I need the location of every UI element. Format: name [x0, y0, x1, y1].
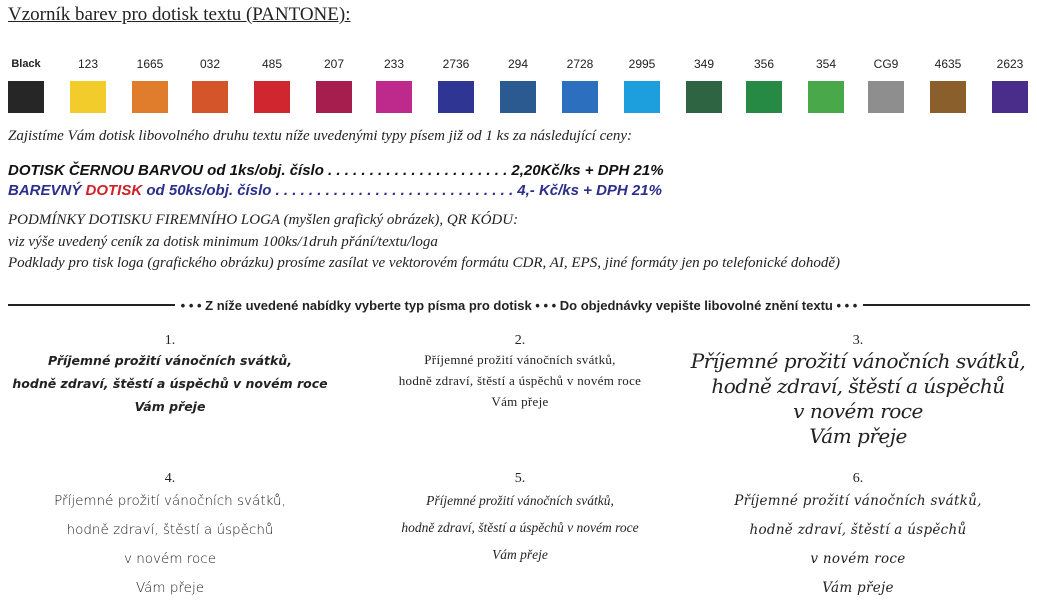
swatch-color-box [992, 81, 1028, 113]
swatch-2728 [562, 56, 598, 113]
swatch-code: Black [11, 58, 41, 70]
swatch-color-box [70, 81, 106, 113]
swatch-1665 [132, 56, 168, 113]
font-sample-number: 3. [852, 333, 864, 348]
swatch-code: 2623 [996, 57, 1024, 71]
section-divider [8, 296, 1030, 314]
font-sample-line: v novém roce [810, 551, 906, 567]
swatch-color-box [930, 81, 966, 113]
swatch-color-box [746, 81, 782, 113]
font-sample-line: Vám přeje [491, 394, 549, 409]
swatch-color-box [562, 81, 598, 113]
font-sample-number: 5. [514, 471, 526, 486]
font-sample-line: v novém roce [793, 399, 923, 423]
price-color-detail: od 50ks/obj. číslo . . . . . . . . . . . . . . . . . . . . . . . . . . . . . 4,- Kč/ks + DPH 21% [142, 182, 662, 199]
swatch-032 [192, 56, 228, 113]
swatch-code: CG9 [873, 57, 899, 71]
font-sample-line: hodně zdraví, štěstí a úspěchů v novém roce [401, 520, 639, 535]
swatch-code: 123 [77, 57, 99, 71]
font-sample-line: Vám přeje [135, 580, 205, 596]
swatch-code: 2736 [442, 57, 470, 71]
font-sample-line: Příjemné prožití vánočních svátků, [734, 493, 982, 509]
swatch-color-box [686, 81, 722, 113]
swatch-code: 4635 [934, 57, 962, 71]
swatch-cg9 [868, 56, 904, 113]
swatch-code: 1665 [136, 57, 164, 71]
font-sample-4 [0, 471, 340, 603]
font-sample-line: hodně zdraví, štěstí a úspěchů [749, 522, 967, 538]
font-sample-line: v novém roce [123, 551, 217, 567]
swatch-code: 032 [199, 57, 221, 71]
swatch-123 [70, 56, 106, 113]
swatch-color-box [192, 81, 228, 113]
swatch-color-box [132, 81, 168, 113]
swatch-color-box [8, 81, 44, 113]
font-sample-line: Příjemné prožití vánočních svátků, [690, 349, 1026, 373]
font-sample-2 [350, 333, 690, 412]
divider-line-right [863, 304, 1030, 306]
font-sample-line: Příjemné prožití vánočních svátků, [48, 353, 292, 368]
swatch-2623 [992, 56, 1028, 113]
price-color-label-2: DOTISK [85, 182, 143, 199]
font-sample-line: hodně zdraví, štěstí a úspěchů [66, 522, 274, 538]
swatch-485 [254, 56, 290, 113]
swatch-207 [316, 56, 352, 113]
swatch-color-box [624, 81, 660, 113]
font-sample-line: Vám přeje [809, 424, 907, 448]
font-sample-line: hodně zdraví, štěstí a úspěchů v novém roce [398, 373, 642, 388]
swatch-code: 2728 [566, 57, 594, 71]
swatch-code: 233 [383, 57, 405, 71]
swatch-356 [746, 56, 782, 113]
divider-line-left [8, 304, 175, 306]
font-sample-line: hodně zdraví, štěstí a úspěchů [711, 374, 1005, 398]
price-color-print [8, 182, 662, 199]
swatch-code: 356 [753, 57, 775, 71]
pantone-swatch-row [8, 56, 1030, 112]
swatch-294 [500, 56, 536, 113]
font-sample-6 [688, 471, 1028, 603]
intro-text: Zajistíme Vám dotisk libovolného druhu textu níže uvedenými typy písem již od 1 ks za následující ceny: [8, 128, 633, 144]
swatch-code: 354 [815, 57, 837, 71]
font-sample-number: 1. [164, 333, 176, 348]
swatch-color-box [376, 81, 412, 113]
swatch-color-box [500, 81, 536, 113]
swatch-code: 207 [323, 57, 345, 71]
swatch-black [8, 56, 44, 113]
swatch-code: 485 [261, 57, 283, 71]
swatch-233 [376, 56, 412, 113]
swatch-2995 [624, 56, 660, 113]
swatch-code: 2995 [628, 57, 656, 71]
font-sample-number: 6. [852, 471, 864, 486]
price-black-print: DOTISK ČERNOU BARVOU od 1ks/obj. číslo . . . . . . . . . . . . . . . . . . . . . . 2,20Kč/ks + DPH 21% [8, 162, 664, 179]
logo-conditions-price: viz výše uvedený ceník za dotisk minimum 100ks/1druh přání/textu/loga [8, 234, 438, 250]
font-sample-line: Vám přeje [492, 547, 548, 562]
swatch-color-box [808, 81, 844, 113]
swatch-4635 [930, 56, 966, 113]
font-sample-line: Vám přeje [822, 580, 894, 596]
price-color-label-1: BAREVNÝ [8, 182, 86, 199]
logo-conditions-heading: PODMÍNKY DOTISKU FIREMNÍHO LOGA (myšlen grafický obrázek), QR KÓDU: [8, 212, 519, 228]
divider-text: • • • Z níže uvedené nabídky vyberte typ písma pro dotisk • • • Do objednávky vepište libovolné znění textu • • • [180, 297, 858, 313]
font-sample-3 [688, 333, 1028, 449]
font-sample-number: 2. [514, 333, 526, 348]
font-sample-line: Příjemné prožití vánočních svátků, [54, 493, 286, 509]
swatch-color-box [438, 81, 474, 113]
swatch-color-box [316, 81, 352, 113]
swatch-code: 349 [693, 57, 715, 71]
page-title: Vzorník barev pro dotisk textu (PANTONE): [8, 4, 351, 25]
font-sample-line: Vám přeje [134, 399, 206, 414]
swatch-color-box [868, 81, 904, 113]
font-sample-line: Příjemné prožití vánočních svátků, [424, 352, 616, 367]
swatch-349 [686, 56, 722, 113]
swatch-code: 294 [507, 57, 529, 71]
font-sample-5 [350, 471, 690, 568]
swatch-2736 [438, 56, 474, 113]
font-sample-line: Příjemné prožití vánočních svátků, [426, 493, 614, 508]
font-sample-1 [0, 333, 340, 418]
font-sample-number: 4. [164, 471, 176, 486]
swatch-354 [808, 56, 844, 113]
font-sample-line: hodně zdraví, štěstí a úspěchů v novém roce [12, 376, 328, 391]
swatch-color-box [254, 81, 290, 113]
logo-conditions-format: Podklady pro tisk loga (grafického obrázku) prosíme zasílat ve vektorovém formátu CDR, AI, EPS, jiné formáty jen po telefonické dohodě) [8, 255, 841, 271]
